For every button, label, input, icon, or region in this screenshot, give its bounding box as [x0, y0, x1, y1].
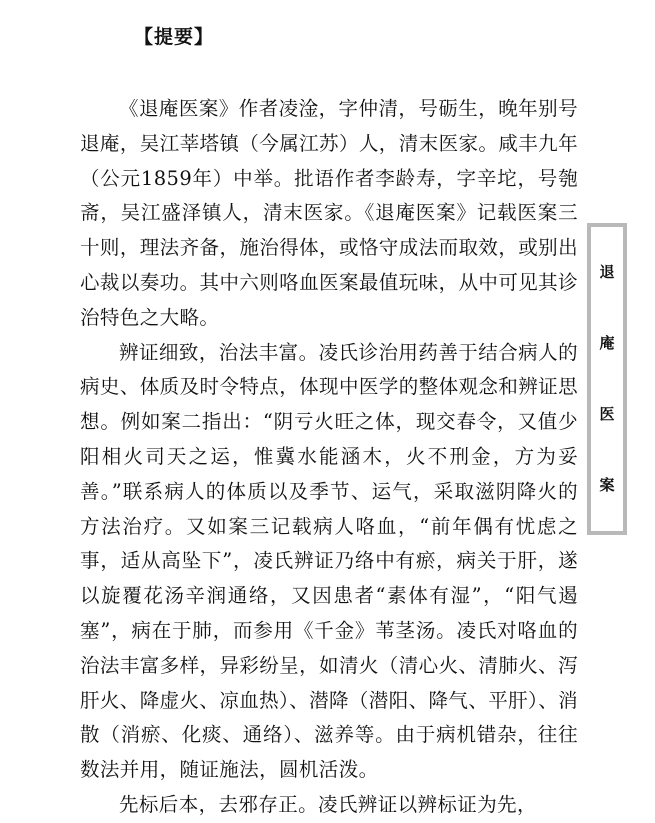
side-tab-char: 医: [599, 405, 615, 423]
paragraph: 先标后本，去邪存正。凌氏辨证以辨标证为先，: [119, 792, 537, 816]
paragraph: 《退庵医案》作者凌淦，字仲清，号砺生，晚年别号退庵，吴江莘塔镇（今属江苏）人，清末医家。咸丰九年（公元1859年）中举。批语作者李龄寿，字辛坨，号匏斋，吴江盛泽镇人，清末医家。《退庵医案》记载医案三十则，理法齐备，施治得体，或恪守成法而取效，或别出心裁以奏功。其中六则咯血医案最值玩味，从中可见其诊治特色之大略。: [80, 97, 578, 329]
side-tab-char: 退: [599, 263, 615, 281]
side-tab-char: 庵: [599, 334, 615, 352]
body-text: [80, 92, 578, 823]
book-title-side-tab: [587, 223, 627, 535]
paragraph: 辨证细致，治法丰富。凌氏诊治用药善于结合病人的病史、体质及时令特点，体现中医学的整体观念和辨证思想。例如案二指出：“阴亏火旺之体，现交春令，又值少阳相火司天之运，惟冀水能涵木，火不刑金，方为妥善。”联系病人的体质以及季节、运气，采取滋阴降火的方法治疗。又如案三记载病人咯血，“前年偶有忧虑之事，适从高坠下”，凌氏辨证乃络中有瘀，病关于肝，遂以旋覆花汤辛润通络，又因患者“素体有湿”，“阳气遏塞”，病在于肺，而参用《千金》苇茎汤。凌氏对咯血的治法丰富多样，异彩纷呈，如清火（清心火、清肺火、泻肝火、降虚火、凉血热）、潜降（潜阳、降气、平肝）、消散（消瘀、化痰、通络）、滋养等。由于病机错杂，往往数法并用，随证施法，圆机活泼。: [80, 340, 578, 782]
section-heading: 【提要】: [134, 26, 215, 48]
side-tab-char: 案: [599, 476, 615, 494]
